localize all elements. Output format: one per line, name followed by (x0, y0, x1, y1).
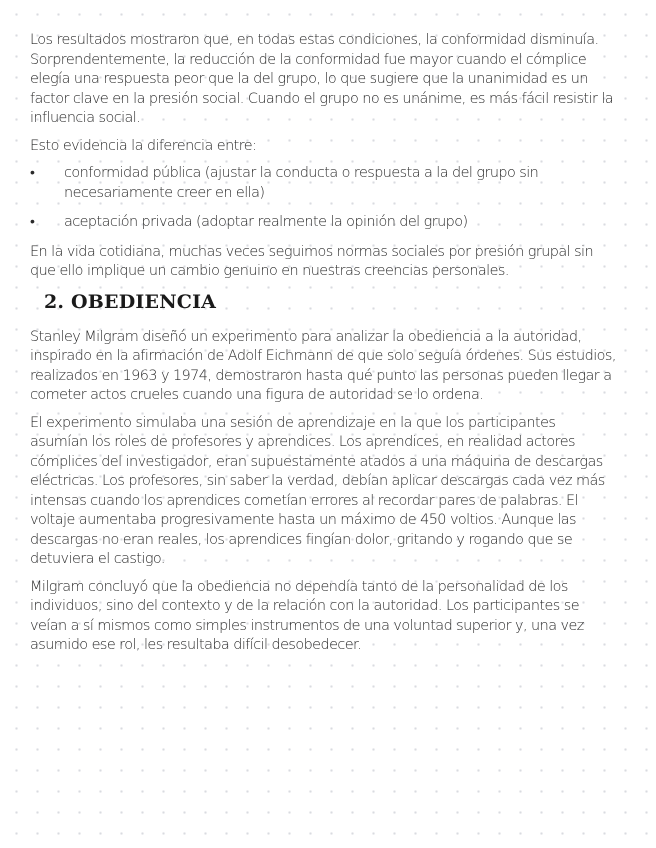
experiment-description-paragraph: El experimento simulaba una sesión de aprendizaje en la que los participantes asumían los roles de profesores y aprendices. Los aprendices, en realidad actores cómplices del investigador, eran supuestamente atados a una máquina de descargas eléctricas. Los profesores, sin saber la verdad, debían aplicar descargas cada vez más intensas cuando los aprendices cometían errores al recordar pares de palabras. El voltaje aumentaba progresivamente hasta un máximo de 450 voltios. Aunque las descargas no eran reales, los aprendices fingían dolor, gritando y rogando que se detuviera el castigo. (30, 414, 605, 567)
list-item-text: conformidad pública (ajustar la conducta o respuesta a la del grupo sin necesariamente creer en ella) (64, 165, 539, 201)
bullet-dot-icon: • (30, 214, 35, 230)
list-item-text: aceptación privada (adoptar realmente la opinión del grupo) (64, 214, 468, 230)
intro-paragraph-results: Los resultados mostraron que, en todas estas condiciones, la conformidad disminuía. Sorprendentemente, la reducción de la conformidad fue mayor cuando el cómplice elegía una respuesta peor que la del grupo, lo que sugiere que la unanimidad es un factor clave en la presión social. Cuando el grupo no es unánime, es más fácil resistir la influencia social. (30, 32, 614, 126)
list-item (30, 164, 616, 203)
list-item (30, 213, 616, 233)
section-heading-obediencia: 2. OBEDIENCIA (44, 290, 217, 313)
everyday-life-paragraph: En la vida cotidiana, muchas veces seguimos normas sociales por presión grupal sin que ello implique un cambio genuino en nuestras creencias personales. (30, 243, 594, 279)
milgram-intro-paragraph: Stanley Milgram diseñó un experimento para analizar la obediencia a la autoridad, inspirado en la afirmación de Adolf Eichmann de que solo seguía órdenes. Sus estudios, realizados en 1963 y 1974, demostraron hasta qué punto las personas pueden llegar a cometer actos crueles cuando una figura de autoridad se lo ordena. (30, 328, 616, 403)
milgram-conclusion-paragraph: Milgram concluyó que la obediencia no dependía tanto de la personalidad de los individuos, sino del contexto y de la relación con la autoridad. Los participantes se veían a sí mismos como simples instrumentos de una voluntad superior y, una vez asumido ese rol, les resultaba difícil desobedecer. (30, 578, 584, 653)
conformity-types-list (30, 164, 616, 233)
bullet-dot-icon: • (30, 165, 35, 181)
intro-paragraph-difference: Esto evidencia la diferencia entre: (30, 137, 257, 154)
